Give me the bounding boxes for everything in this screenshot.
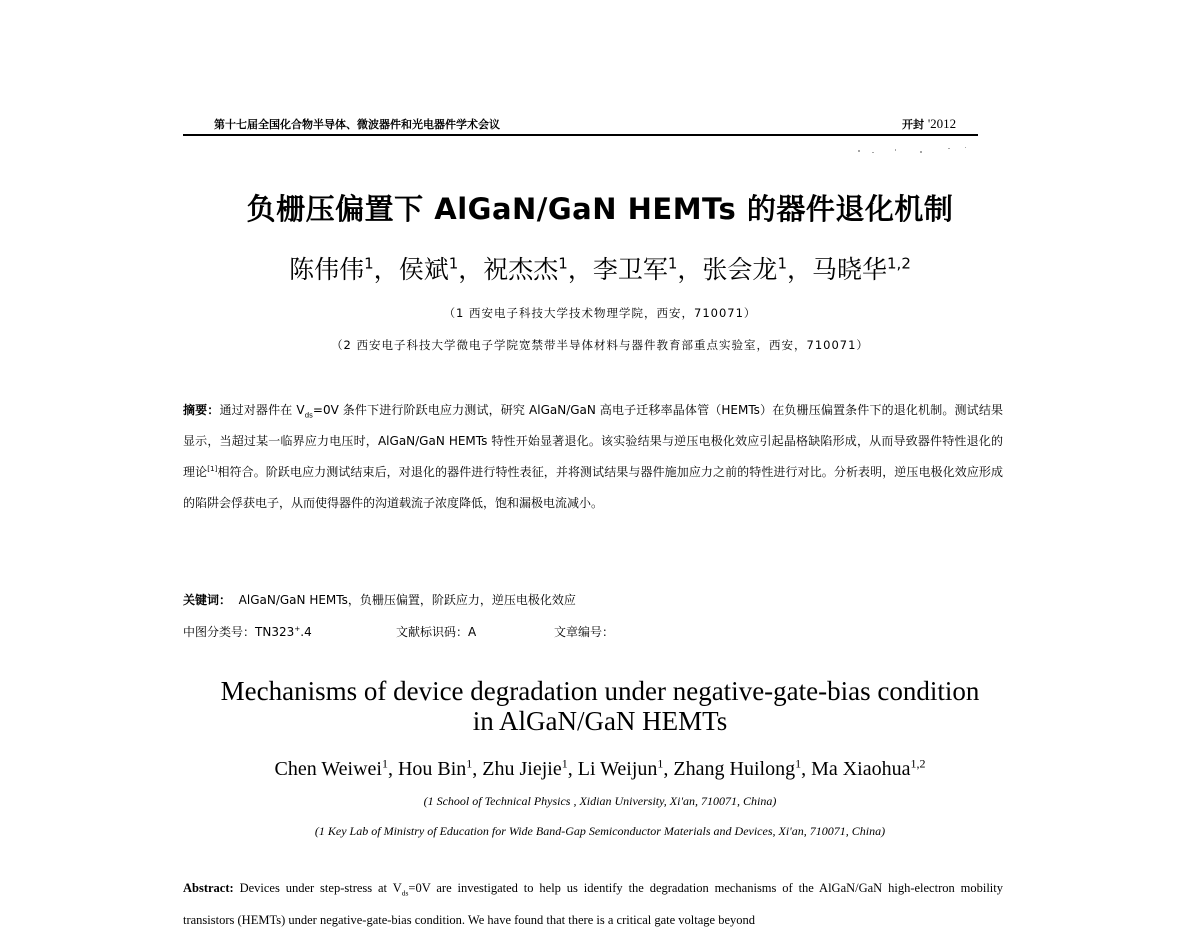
author-affiliation-mark: 1 — [466, 756, 473, 771]
author — [702, 255, 812, 284]
scan-speck — [965, 147, 966, 148]
keywords-cn-label: 关键词： — [183, 593, 232, 607]
running-header-conference: 第十七届全国化合物半导体、微波器件和光电器件学术会议 — [214, 118, 500, 131]
author-name: 侯斌 — [398, 255, 449, 284]
doc-code-label: 文献标识码： — [396, 625, 469, 639]
paper-title-en-line1: Mechanisms of device degradation under negative-gate-bias condition — [220, 676, 980, 706]
abstract-cn-label: 摘要： — [183, 403, 220, 417]
author-name: Zhang Huilong — [673, 758, 796, 780]
author — [289, 255, 399, 284]
author-affiliation-mark: 1 — [448, 254, 459, 273]
scan-speck — [948, 148, 950, 149]
author — [673, 758, 811, 780]
affiliation-en-2: (1 Key Lab of Ministry of Education for Wide Band-Gap Semiconductor Materials and Devices, Xi'an, 710071, China) — [314, 824, 886, 838]
abstract-en-label: Abstract: — [183, 881, 234, 895]
author-name: Hou Bin — [397, 758, 467, 780]
author-separator: , — [663, 758, 674, 780]
author-separator: , — [801, 758, 812, 780]
author-separator: ， — [677, 255, 703, 284]
author-affiliation-mark: 1 — [777, 254, 787, 273]
author-separator: , — [472, 758, 483, 780]
abstract-cn-text-1: 通过对器件在 V — [219, 403, 305, 417]
author-affiliation-mark: 1 — [657, 756, 664, 771]
author-name: 祝杰杰 — [483, 255, 559, 284]
abstract-cn-sub: ds — [304, 410, 313, 420]
author — [811, 758, 925, 780]
doc-code-value: A — [468, 625, 477, 639]
author-name: Li Weijun — [577, 758, 658, 780]
article-number-label: 文章编号： — [554, 625, 615, 639]
author — [578, 758, 674, 780]
classification-line — [183, 623, 312, 640]
article-number — [554, 623, 614, 640]
author-separator: ， — [458, 255, 484, 284]
clc-value — [255, 625, 312, 639]
author-affiliation-mark: 1 — [667, 254, 678, 273]
author-name: 张会龙 — [702, 255, 778, 284]
abstract-cn-text-2: =0V 条件下进行阶跃电应力测试，研究 AlGaN/GaN 高电子迁移率晶体管（HEMTs）在负栅压偏置条件下的退化机制。测试结果显示，当超过某一临界应力电压时，AlGaN/GaN HEMTs 特性开始显著退化。该实验结果与逆压电极化效应引起晶格缺陷形成，从而导致器件特性退化的理论 — [183, 403, 1003, 479]
abstract-en-text-1: Devices under step-stress at V — [233, 881, 402, 895]
author-name: Zhu Jiejie — [482, 758, 562, 780]
running-header-location-year — [902, 116, 956, 132]
affiliation-en-1: (1 School of Technical Physics , Xidian University, Xi'an, 710071, China) — [423, 794, 777, 808]
author-separator: , — [567, 758, 578, 780]
author-name: Chen Weiwei — [274, 758, 382, 780]
paper-title-en-line2: in AlGaN/GaN HEMTs — [472, 706, 728, 736]
author-name: 陈伟伟 — [289, 255, 365, 284]
author-affiliation-mark: 1 — [381, 756, 388, 771]
author-affiliation-mark: 1,2 — [910, 756, 926, 771]
clc-label: 中图分类号： — [183, 625, 256, 639]
paper-title-en — [0, 676, 1200, 736]
keywords-cn — [183, 591, 576, 608]
author-separator: ， — [786, 255, 812, 284]
author — [482, 758, 577, 780]
author-affiliation-mark: 1 — [558, 254, 568, 273]
keywords-cn-text: AlGaN/GaN HEMTs，负栅压偏置，阶跃应力，逆压电极化效应 — [238, 593, 576, 607]
author-name: 马晓华 — [812, 255, 888, 284]
header-year: '2012 — [927, 116, 957, 131]
author-name: Ma Xiaohua — [811, 758, 911, 780]
author — [593, 255, 703, 284]
doc-code — [396, 623, 476, 640]
author — [275, 758, 398, 780]
clc-value-sup: + — [294, 624, 301, 633]
clc-value-main: TN323 — [255, 625, 295, 639]
abstract-cn-ref: [1] — [207, 464, 218, 473]
author-name: 李卫军 — [592, 255, 668, 284]
affiliation-cn-2: （2 西安电子科技大学微电子学院宽禁带半导体材料与器件教育部重点实验室，西安，710071） — [331, 338, 869, 352]
authors-en — [0, 758, 1200, 781]
scan-speck — [920, 151, 922, 153]
affiliation-cn-1: （1 西安电子科技大学技术物理学院，西安，710071） — [443, 306, 757, 320]
paper-title-cn: 负栅压偏置下 AlGaN/GaN HEMTs 的器件退化机制 — [246, 192, 954, 226]
scan-speck — [872, 152, 874, 153]
abstract-cn — [183, 395, 1003, 519]
author-separator: ， — [567, 255, 593, 284]
abstract-en-text-2: =0V are investigated to help us identify the degradation mechanisms of the AlGaN/GaN high-electron mobility transistors (HEMTs) under negative-gate-bias condition. We have found that there is a critical gate voltage beyond — [183, 881, 1003, 927]
author-affiliation-mark: 1 — [795, 756, 802, 771]
authors-cn — [0, 250, 1200, 286]
author-separator: , — [387, 758, 398, 780]
abstract-en — [183, 872, 1003, 936]
author — [398, 758, 482, 780]
author-affiliation-mark: 1 — [364, 254, 374, 273]
author — [399, 255, 484, 284]
author-affiliation-mark: 1 — [561, 756, 568, 771]
abstract-cn-text-3: 相符合。阶跃电应力测试结束后，对退化的器件进行特性表征，并将测试结果与器件施加应力之前的特性进行对比。分析表明，逆压电极化效应形成的陷阱会俘获电子，从而使得器件的沟道载流子浓度降低，饱和漏极电流减小。 — [183, 465, 1003, 510]
author-separator: ， — [373, 255, 399, 284]
clc-value-post: .4 — [300, 625, 312, 639]
header-rule — [183, 134, 978, 136]
scan-speck — [858, 150, 860, 152]
author — [812, 255, 911, 284]
scan-speck — [895, 149, 896, 151]
author-affiliation-mark: 1,2 — [887, 254, 911, 273]
author — [483, 255, 593, 284]
header-location: 开封 — [902, 118, 924, 131]
abstract-en-sub: ds — [401, 888, 409, 898]
